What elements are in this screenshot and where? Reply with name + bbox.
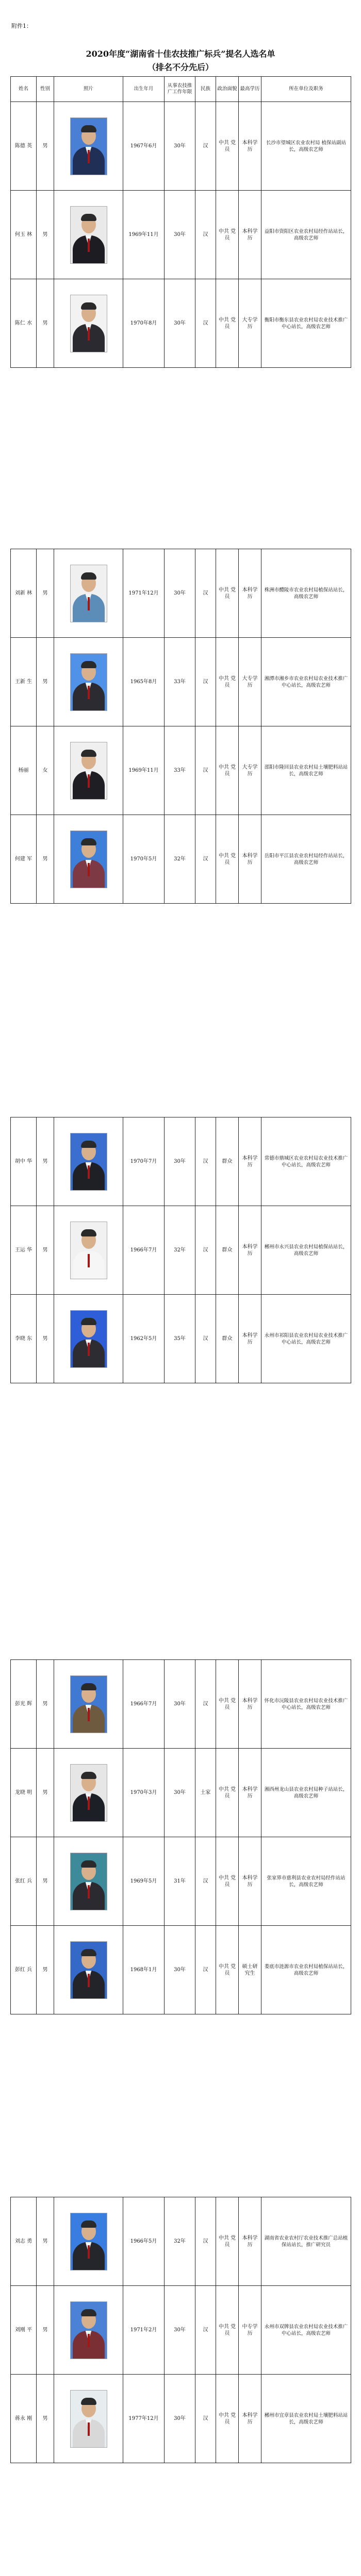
cell-name: 何玉 林	[11, 191, 37, 279]
cell-education: 中专学历	[239, 2286, 261, 2375]
cell-work-years: 30年	[165, 1660, 195, 1749]
nominee-table	[10, 1117, 351, 1383]
cell-organization: 株洲市醴陵市农业农村局植保站站长，高级农艺师	[261, 549, 351, 638]
table-row	[11, 2197, 351, 2286]
cell-gender: 男	[37, 1926, 54, 2014]
cell-birth-date: 1970年7月	[123, 1117, 165, 1206]
cell-organization: 永州市双牌县农业农村局农业技术推广中心站长，高级农艺师	[261, 2286, 351, 2375]
cell-education: 本科学历	[239, 1206, 261, 1295]
cell-political-status: 中共 党员	[216, 726, 239, 815]
column-header: 从事农技推广工作年限	[165, 77, 195, 102]
cell-photo	[54, 1749, 123, 1837]
cell-ethnicity: 汉	[195, 2286, 216, 2375]
cell-photo	[54, 2286, 123, 2375]
cell-education: 本科学历	[239, 815, 261, 904]
cell-organization: 长沙市望城区农业农村局 植保站副站长，高级农艺师	[261, 102, 351, 191]
cell-ethnicity: 汉	[195, 549, 216, 638]
portrait-photo	[70, 1764, 107, 1822]
cell-work-years: 31年	[165, 1837, 195, 1926]
portrait-photo	[70, 206, 107, 264]
cell-birth-date: 1969年5月	[123, 1837, 165, 1926]
cell-organization: 张家界市慈利县农业农村局经作站站长，高级农艺师	[261, 1837, 351, 1926]
cell-ethnicity: 汉	[195, 638, 216, 726]
cell-education: 本科学历	[239, 1660, 261, 1749]
cell-organization: 湘潭市湘乡市农业农村局农业技术推广中心站长，高级农艺师	[261, 638, 351, 726]
cell-organization: 郴州市永兴县农业农村局植保站站长，高级农艺师	[261, 1206, 351, 1295]
cell-birth-date: 1965年8月	[123, 638, 165, 726]
cell-gender: 男	[37, 2375, 54, 2463]
cell-name: 何建 军	[11, 815, 37, 904]
cell-political-status: 中共 党员	[216, 191, 239, 279]
cell-ethnicity: 汉	[195, 279, 216, 368]
column-header: 所在单位及职务	[261, 77, 351, 102]
cell-organization: 湘西州龙山县农业农村局种子站站长，高级农艺师	[261, 1749, 351, 1837]
cell-photo	[54, 1837, 123, 1926]
table-row	[11, 1117, 351, 1206]
cell-ethnicity: 汉	[195, 1926, 216, 2014]
cell-gender: 男	[37, 191, 54, 279]
cell-photo	[54, 102, 123, 191]
table-row	[11, 102, 351, 191]
portrait-photo	[70, 1133, 107, 1191]
table-row	[11, 1295, 351, 1383]
cell-name: 张红 兵	[11, 1837, 37, 1926]
cell-organization: 娄底市涟源市农业农村局植保站站长，高级农艺师	[261, 1926, 351, 2014]
portrait-photo	[70, 2390, 107, 2448]
portrait-photo	[70, 1941, 107, 1999]
cell-work-years: 30年	[165, 549, 195, 638]
cell-photo	[54, 1295, 123, 1383]
cell-ethnicity: 汉	[195, 815, 216, 904]
cell-work-years: 30年	[165, 191, 195, 279]
cell-gender: 男	[37, 1206, 54, 1295]
portrait-photo	[70, 117, 107, 175]
table-row	[11, 2286, 351, 2375]
cell-ethnicity: 汉	[195, 2375, 216, 2463]
cell-gender: 男	[37, 1117, 54, 1206]
cell-work-years: 32年	[165, 1206, 195, 1295]
table-row	[11, 1926, 351, 2014]
portrait-photo	[70, 1853, 107, 1910]
portrait-photo	[70, 1675, 107, 1733]
column-header: 出生年月	[123, 77, 165, 102]
cell-political-status: 中共 党员	[216, 279, 239, 368]
portrait-photo	[70, 653, 107, 711]
cell-gender: 男	[37, 2197, 54, 2286]
portrait-photo	[70, 295, 107, 352]
cell-birth-date: 1970年5月	[123, 815, 165, 904]
cell-work-years: 32年	[165, 815, 195, 904]
cell-ethnicity: 汉	[195, 102, 216, 191]
portrait-photo	[70, 742, 107, 800]
cell-education: 本科学历	[239, 1837, 261, 1926]
cell-education: 大专学历	[239, 638, 261, 726]
cell-photo	[54, 549, 123, 638]
cell-gender: 男	[37, 1660, 54, 1749]
cell-education: 本科学历	[239, 102, 261, 191]
cell-photo	[54, 1660, 123, 1749]
table-row	[11, 1206, 351, 1295]
cell-gender: 男	[37, 549, 54, 638]
cell-gender: 男	[37, 1295, 54, 1383]
cell-political-status: 中共 党员	[216, 549, 239, 638]
cell-name: 刘刚 平	[11, 2286, 37, 2375]
cell-ethnicity: 汉	[195, 2197, 216, 2286]
portrait-photo	[70, 831, 107, 888]
cell-gender: 男	[37, 279, 54, 368]
cell-education: 本科学历	[239, 2197, 261, 2286]
cell-work-years: 33年	[165, 638, 195, 726]
cell-photo	[54, 279, 123, 368]
column-header: 政治面貌	[216, 77, 239, 102]
cell-organization: 衡阳市衡东县农业农村局农业技术推广中心站长，高级农艺师	[261, 279, 351, 368]
document-subtitle: （排名不分先后）	[147, 62, 214, 72]
cell-birth-date: 1969年11月	[123, 191, 165, 279]
cell-name: 龙晓 明	[11, 1749, 37, 1837]
cell-photo	[54, 2197, 123, 2286]
cell-photo	[54, 1117, 123, 1206]
cell-ethnicity: 汉	[195, 726, 216, 815]
table-header-row	[11, 77, 351, 102]
cell-work-years: 30年	[165, 2375, 195, 2463]
cell-political-status: 中共 党员	[216, 102, 239, 191]
cell-name: 李晓 东	[11, 1295, 37, 1383]
cell-political-status: 中共 党员	[216, 815, 239, 904]
cell-photo	[54, 638, 123, 726]
cell-organization: 岳阳市平江县农业农村局经作站站长，高级农艺师	[261, 815, 351, 904]
cell-ethnicity: 土家	[195, 1749, 216, 1837]
portrait-photo	[70, 565, 107, 622]
cell-gender: 男	[37, 638, 54, 726]
nominee-table	[10, 2197, 351, 2463]
cell-gender: 男	[37, 2286, 54, 2375]
table-row	[11, 279, 351, 368]
cell-political-status: 群众	[216, 1117, 239, 1206]
cell-name: 刘志 勇	[11, 2197, 37, 2286]
cell-name: 王新 生	[11, 638, 37, 726]
document-title: 2020年度“湖南省十佳农技推广标兵”提名人选名单	[86, 49, 275, 59]
cell-ethnicity: 汉	[195, 1837, 216, 1926]
cell-work-years: 33年	[165, 726, 195, 815]
nominee-table	[10, 76, 351, 368]
cell-political-status: 中共 党员	[216, 1660, 239, 1749]
nominee-table	[10, 1659, 351, 2014]
cell-education: 本科学历	[239, 1749, 261, 1837]
cell-birth-date: 1966年7月	[123, 1660, 165, 1749]
cell-political-status: 中共 党员	[216, 2286, 239, 2375]
cell-work-years: 30年	[165, 1926, 195, 2014]
cell-name: 陈仁 水	[11, 279, 37, 368]
cell-name: 彭红 兵	[11, 1926, 37, 2014]
portrait-photo	[70, 2301, 107, 2359]
cell-birth-date: 1968年1月	[123, 1926, 165, 2014]
cell-photo	[54, 1206, 123, 1295]
column-header: 照片	[54, 77, 123, 102]
cell-birth-date: 1962年5月	[123, 1295, 165, 1383]
cell-organization: 邵阳市隆回县农业农村局土壤肥料站站长，高级农艺师	[261, 726, 351, 815]
cell-name: 刘新 林	[11, 549, 37, 638]
table-row	[11, 1837, 351, 1926]
cell-political-status: 中共 党员	[216, 638, 239, 726]
cell-birth-date: 1969年11月	[123, 726, 165, 815]
table-row	[11, 726, 351, 815]
cell-name: 杨丽	[11, 726, 37, 815]
cell-organization: 常德市鼎城区农业农村局农业技术推广中心站长，高级农艺师	[261, 1117, 351, 1206]
cell-birth-date: 1966年7月	[123, 1206, 165, 1295]
cell-work-years: 30年	[165, 1117, 195, 1206]
cell-ethnicity: 汉	[195, 1117, 216, 1206]
cell-work-years: 35年	[165, 1295, 195, 1383]
cell-ethnicity: 汉	[195, 1206, 216, 1295]
column-header: 性别	[37, 77, 54, 102]
cell-organization: 怀化市沅陵县农业农村局农业技术推广中心站长，高级农艺师	[261, 1660, 351, 1749]
cell-birth-date: 1966年5月	[123, 2197, 165, 2286]
cell-name: 蒋永 刚	[11, 2375, 37, 2463]
cell-birth-date: 1970年8月	[123, 279, 165, 368]
cell-gender: 男	[37, 1837, 54, 1926]
column-header: 民族	[195, 77, 216, 102]
cell-gender: 女	[37, 726, 54, 815]
cell-gender: 男	[37, 102, 54, 191]
cell-ethnicity: 汉	[195, 1660, 216, 1749]
cell-photo	[54, 1926, 123, 2014]
nominee-table	[10, 549, 351, 904]
cell-political-status: 中共 党员	[216, 1749, 239, 1837]
cell-organization: 郴州市宜章县农业农村局土壤肥料站站长，高级农艺师	[261, 2375, 351, 2463]
portrait-photo	[70, 1310, 107, 1368]
table-row	[11, 191, 351, 279]
cell-education: 本科学历	[239, 549, 261, 638]
cell-birth-date: 1967年6月	[123, 102, 165, 191]
cell-work-years: 30年	[165, 279, 195, 368]
cell-name: 陈德 英	[11, 102, 37, 191]
table-row	[11, 1749, 351, 1837]
cell-name: 彭光 辉	[11, 1660, 37, 1749]
cell-political-status: 中共 党员	[216, 1926, 239, 2014]
cell-birth-date: 1971年2月	[123, 2286, 165, 2375]
cell-birth-date: 1977年12月	[123, 2375, 165, 2463]
cell-photo	[54, 815, 123, 904]
cell-ethnicity: 汉	[195, 1295, 216, 1383]
table-row	[11, 549, 351, 638]
cell-birth-date: 1971年12月	[123, 549, 165, 638]
cell-education: 大专学历	[239, 726, 261, 815]
cell-organization: 湖南省农业农村厅农业技术推广总站植保站站长，推广研究员	[261, 2197, 351, 2286]
table-row	[11, 815, 351, 904]
portrait-photo	[70, 2213, 107, 2270]
cell-political-status: 群众	[216, 1206, 239, 1295]
cell-education: 硕士研究生	[239, 1926, 261, 2014]
cell-name: 胡中 华	[11, 1117, 37, 1206]
cell-education: 大专学历	[239, 279, 261, 368]
cell-gender: 男	[37, 1749, 54, 1837]
cell-education: 本科学历	[239, 2375, 261, 2463]
cell-work-years: 30年	[165, 2286, 195, 2375]
cell-education: 本科学历	[239, 1117, 261, 1206]
cell-work-years: 30年	[165, 102, 195, 191]
cell-photo	[54, 191, 123, 279]
cell-political-status: 中共 党员	[216, 2197, 239, 2286]
cell-organization: 益阳市资阳区农业农村局经作站站长，高级农艺师	[261, 191, 351, 279]
column-header: 姓名	[11, 77, 37, 102]
cell-work-years: 32年	[165, 2197, 195, 2286]
cell-education: 本科学历	[239, 1295, 261, 1383]
column-header: 最高学历	[239, 77, 261, 102]
cell-name: 王运 华	[11, 1206, 37, 1295]
cell-gender: 男	[37, 815, 54, 904]
cell-birth-date: 1970年3月	[123, 1749, 165, 1837]
attachment-label: 附件1：	[11, 23, 32, 29]
cell-organization: 永州市祁阳县农业农村局农业技术推广中心站长，高级农艺师	[261, 1295, 351, 1383]
cell-work-years: 30年	[165, 1749, 195, 1837]
table-row	[11, 2375, 351, 2463]
cell-political-status: 群众	[216, 1295, 239, 1383]
cell-ethnicity: 汉	[195, 191, 216, 279]
cell-photo	[54, 726, 123, 815]
table-row	[11, 638, 351, 726]
table-row	[11, 1660, 351, 1749]
cell-political-status: 中共 党员	[216, 1837, 239, 1926]
cell-photo	[54, 2375, 123, 2463]
cell-political-status: 中共 党员	[216, 2375, 239, 2463]
portrait-photo	[70, 1222, 107, 1279]
cell-education: 本科学历	[239, 191, 261, 279]
